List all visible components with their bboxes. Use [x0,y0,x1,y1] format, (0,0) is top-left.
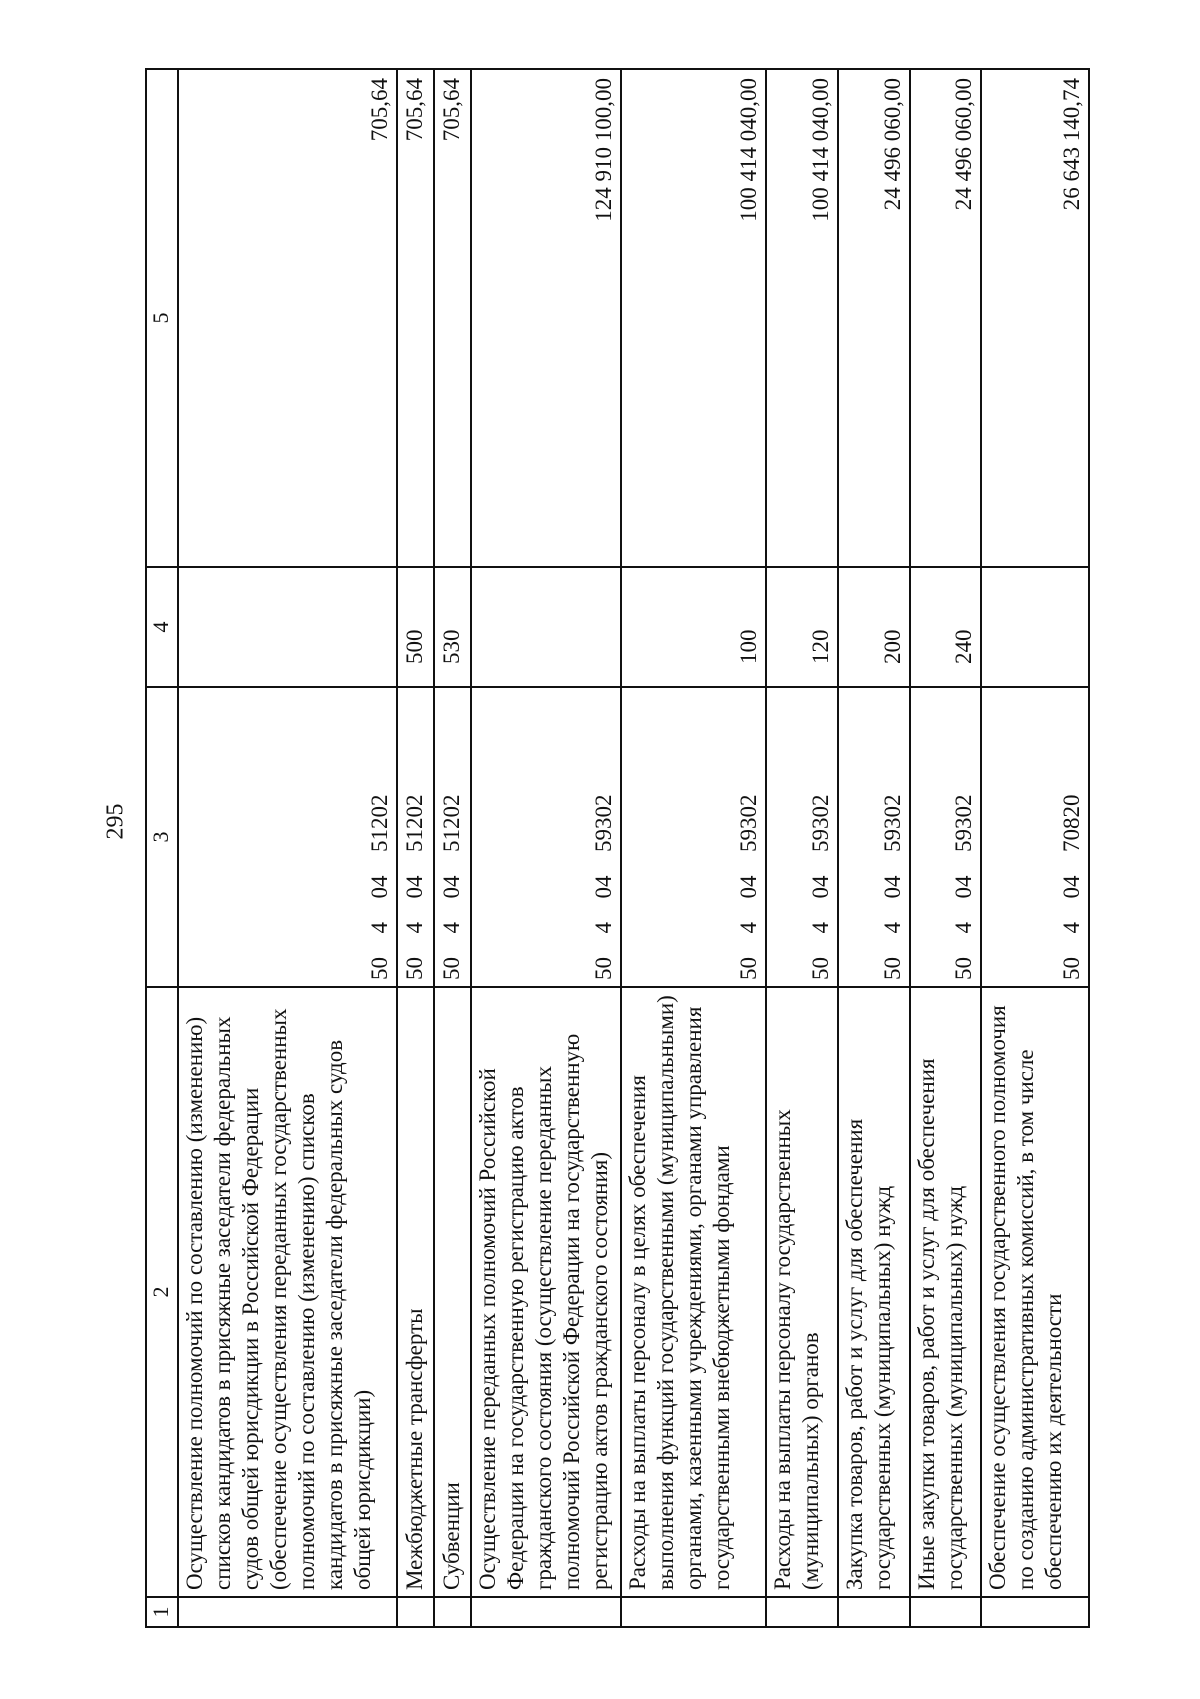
row-code: 50 4 04 51202 [178,687,397,987]
table-row [766,69,838,1627]
row-name: Иные закупки товаров, работ и услуг для обеспечения государственных (муниципальных) нужд [910,987,982,1597]
row-name: Межбюджетные трансферты [397,987,434,1597]
table-row [397,69,434,1627]
row-amount: 124 910 100,00 [471,69,621,567]
row-code: 50 4 04 59302 [838,687,910,987]
header-col-5: 5 [146,69,178,567]
row-type [178,567,397,687]
table-row [471,69,621,1627]
table-row [910,69,982,1627]
row-amount: 26 643 140,74 [981,69,1089,567]
header-col-2: 2 [146,987,178,1597]
table-row [434,69,471,1627]
row-index-cell [621,1597,767,1627]
row-type: 530 [434,567,471,687]
row-name: Субвенции [434,987,471,1597]
row-index-cell [910,1597,982,1627]
page-number: 295 [102,803,129,840]
row-type: 240 [910,567,982,687]
row-name: Осуществление переданных полномочий Российской Федерации на государственную регистрацию актов гражданского состояния (осуществление переданных полномочий Российской Федерации на государственную регистрацию актов гражданского состояния) [471,987,621,1597]
rotated-page [145,70,1090,1628]
row-type: 100 [621,567,767,687]
row-name: Закупка товаров, работ и услуг для обеспечения государственных (муниципальных) нужд [838,987,910,1597]
row-amount: 24 496 060,00 [910,69,982,567]
table-row [838,69,910,1627]
row-index-cell [981,1597,1089,1627]
row-code: 50 4 04 51202 [434,687,471,987]
row-amount: 100 414 040,00 [621,69,767,567]
row-amount: 100 414 040,00 [766,69,838,567]
budget-table [145,68,1090,1628]
header-col-1: 1 [146,1597,178,1627]
row-amount: 705,64 [434,69,471,567]
table-row [178,69,397,1627]
row-type: 500 [397,567,434,687]
row-name: Обеспечение осуществления государственного полномочия по созданию административных комиссий, в том числе обеспечению их деятельности [981,987,1089,1597]
row-index-cell [838,1597,910,1627]
row-code: 50 4 04 59302 [621,687,767,987]
row-name: Расходы на выплаты персоналу в целях обеспечения выполнения функций государственными (муниципальными) органами, казенными учреждениями, органами управления государственными внебюджетными фондами [621,987,767,1597]
row-index-cell [397,1597,434,1627]
row-code: 50 4 04 59302 [766,687,838,987]
row-index-cell [471,1597,621,1627]
table-row [621,69,767,1627]
row-type [981,567,1089,687]
row-name: Расходы на выплаты персоналу государственных (муниципальных) органов [766,987,838,1597]
row-code: 50 4 04 59302 [910,687,982,987]
row-amount: 705,64 [397,69,434,567]
row-code: 50 4 04 59302 [471,687,621,987]
header-col-3: 3 [146,687,178,987]
row-type: 120 [766,567,838,687]
row-amount: 705,64 [178,69,397,567]
row-code: 50 4 04 70820 [981,687,1089,987]
row-index-cell [766,1597,838,1627]
header-col-4: 4 [146,567,178,687]
row-amount: 24 496 060,00 [838,69,910,567]
row-code: 50 4 04 51202 [397,687,434,987]
row-index-cell [434,1597,471,1627]
header-row [146,69,178,1627]
row-name: Осуществление полномочий по составлению (изменению) списков кандидатов в присяжные заседатели федеральных судов общей юрисдикции в Российской Федерации (обеспечение осуществления переданных государственных полномочий по составлению (изменению) списков кандидатов в присяжные заседатели федеральных судов общей юрисдикции) [178,987,397,1597]
row-type [471,567,621,687]
table-row [981,69,1089,1627]
row-type: 200 [838,567,910,687]
row-index-cell [178,1597,397,1627]
